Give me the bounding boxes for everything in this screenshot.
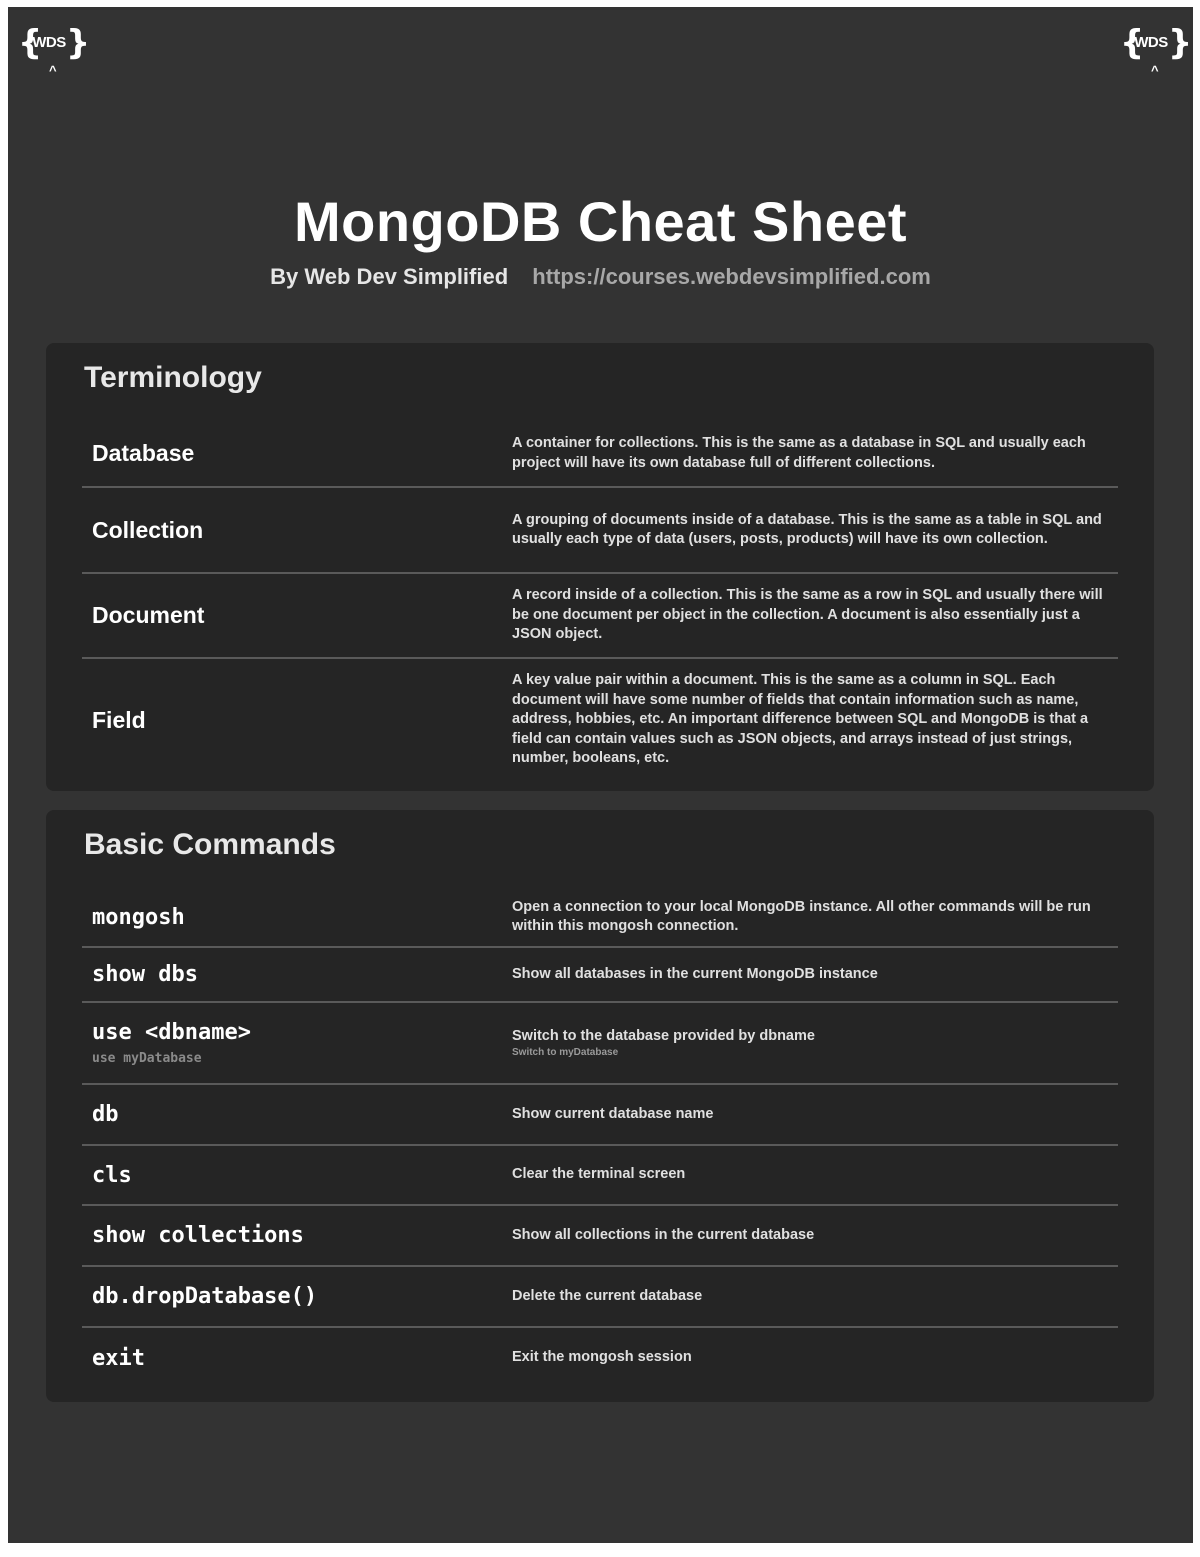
logo-text: WDS	[32, 34, 66, 51]
command-description: Switch to the database provided by dbname	[512, 1028, 815, 1045]
command-description: Clear the terminal screen	[512, 1166, 686, 1183]
terminology-heading: Terminology	[84, 361, 262, 394]
term-row-document	[82, 574, 1118, 659]
command-name: cls	[92, 1162, 132, 1188]
term-name: Field	[92, 706, 146, 733]
logo-left-brace: {	[1120, 23, 1145, 63]
command-row-exit	[82, 1328, 1118, 1388]
command-description: Exit the mongosh session	[512, 1349, 692, 1366]
term-name: Database	[92, 440, 195, 466]
command-name: db.dropDatabase()	[92, 1284, 318, 1309]
command-description: Show current database name	[512, 1105, 714, 1122]
command-row-show-collections	[82, 1206, 1118, 1267]
page-title: MongoDB Cheat Sheet	[293, 190, 908, 253]
term-description: A grouping of documents inside of a database. This is the same as a table in SQL and usually each type of data (users, posts, products) will have its own collection.	[512, 511, 1102, 547]
term-row-field	[82, 659, 1118, 781]
command-name: show collections	[92, 1223, 304, 1248]
logo-caret: ^	[49, 63, 57, 78]
command-name: use <dbname>	[92, 1020, 251, 1045]
term-name: Document	[92, 602, 205, 628]
logo-caret: ^	[1151, 63, 1159, 78]
terminology-list	[82, 421, 1118, 781]
command-row-drop-database	[82, 1267, 1118, 1328]
byline	[8, 264, 1193, 290]
command-description-cell	[512, 1027, 1118, 1059]
term-row-database	[82, 421, 1118, 488]
command-description: Show all databases in the current MongoDB instance	[512, 965, 878, 982]
term-description: A key value pair within a document. This is the same as a column in SQL. Each document will have some number of fields that contain information such as name, address, hobbies, etc. An important difference between SQL and MongoDB is that a field can contain values such as JSON objects, and arrays instead of just strings, number, booleans, etc.	[512, 672, 1089, 767]
command-row-cls	[82, 1146, 1118, 1206]
wds-logo-right	[1118, 23, 1193, 81]
command-description-example: Switch to myDatabase	[512, 1046, 619, 1058]
logo-right-brace: }	[66, 23, 91, 63]
wds-logo-left	[16, 23, 91, 81]
term-description: A container for collections. This is the same as a database in SQL and usually each project will have its own database full of different collections.	[512, 435, 1086, 471]
terminology-section	[46, 343, 1154, 791]
logo-left-brace: {	[18, 23, 43, 63]
term-name: Collection	[92, 516, 204, 543]
command-description: Open a connection to your local MongoDB instance. All other commands will be run within this mongosh connection.	[512, 898, 1091, 934]
basic-commands-section	[46, 810, 1154, 1402]
command-name: exit	[92, 1345, 145, 1371]
command-name: mongosh	[92, 904, 185, 930]
logo-right-brace: }	[1168, 23, 1193, 63]
command-description: Show all collections in the current database	[512, 1226, 815, 1243]
command-row-use	[82, 1003, 1118, 1085]
author-name: By Web Dev Simplified	[270, 264, 509, 289]
command-name: db	[92, 1102, 119, 1127]
commands-list	[82, 888, 1118, 1388]
command-row-mongosh	[82, 888, 1118, 948]
term-row-collection	[82, 488, 1118, 574]
term-description: A record inside of a collection. This is the same as a row in SQL and usually there will be one document per object in the collection. A document is also essentially just a JSON object.	[512, 587, 1103, 643]
command-row-show-dbs	[82, 948, 1118, 1003]
command-row-db	[82, 1085, 1118, 1146]
command-example: use myDatabase	[92, 1051, 202, 1066]
cheat-sheet-page	[8, 7, 1193, 1543]
commands-heading: Basic Commands	[84, 828, 336, 861]
command-cell	[82, 1020, 512, 1066]
command-name: show dbs	[92, 962, 198, 987]
logo-text: WDS	[1134, 34, 1168, 51]
command-description: Delete the current database	[512, 1287, 703, 1304]
course-link[interactable]: https://courses.webdevsimplified.com	[532, 264, 931, 289]
